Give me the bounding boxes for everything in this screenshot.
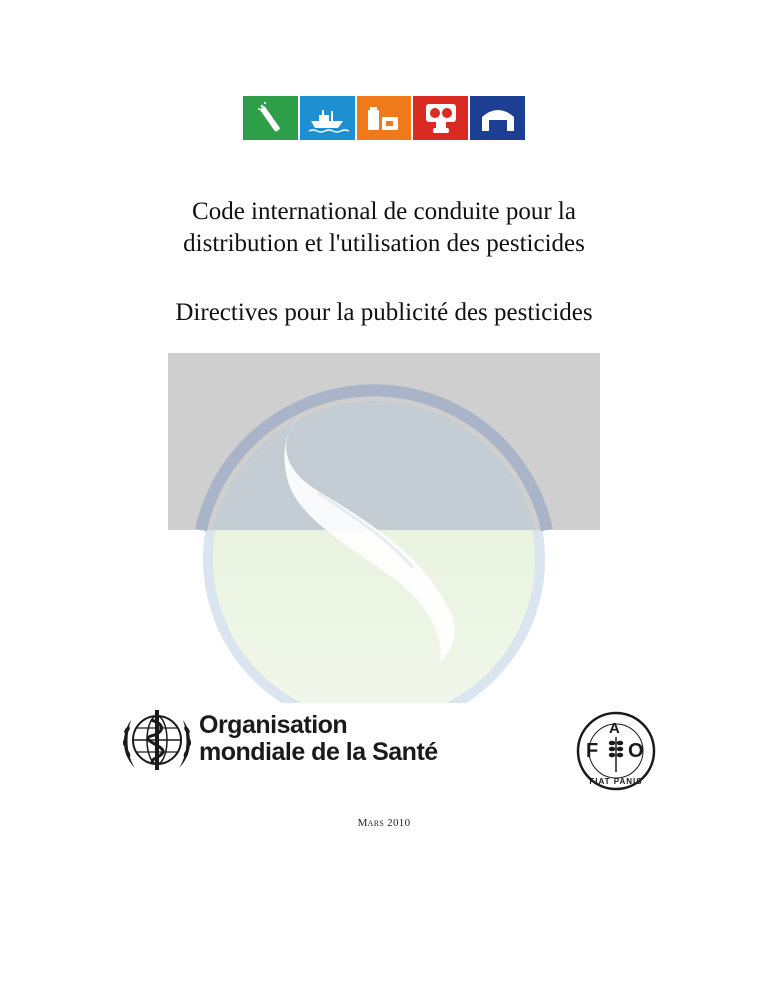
publication-date: Mars 2010 (357, 817, 411, 829)
spray-icon (248, 99, 292, 137)
fao-letter-a: A (609, 720, 620, 737)
faded-emblem-image (168, 353, 600, 703)
mask-icon (419, 99, 463, 137)
who-emblem-logo (117, 700, 197, 780)
who-name-line-2: mondiale de la Santé (199, 738, 438, 766)
tile-mask (413, 96, 470, 140)
document-subtitle: Directives pour la publicité des pesticides (175, 299, 593, 326)
warehouse-icon (476, 99, 520, 137)
tile-containers (357, 96, 414, 140)
who-name-line-1: Organisation (199, 711, 348, 739)
tile-spray (243, 96, 300, 140)
fao-letter-o: O (628, 740, 644, 762)
document-title-line-2: distribution et l'utilisation des pesticides (183, 230, 585, 257)
pictogram-banner (243, 96, 525, 140)
document-title-line-1: Code international de conduite pour la (192, 198, 576, 225)
fao-letter-f: F (586, 740, 599, 762)
ship-icon (305, 99, 349, 137)
containers-icon (362, 99, 406, 137)
fao-emblem-logo (575, 710, 657, 792)
who-name (199, 712, 438, 766)
tile-warehouse (470, 96, 525, 140)
fao-motto: FIAT PANIS (589, 777, 643, 786)
tile-ship (300, 96, 357, 140)
